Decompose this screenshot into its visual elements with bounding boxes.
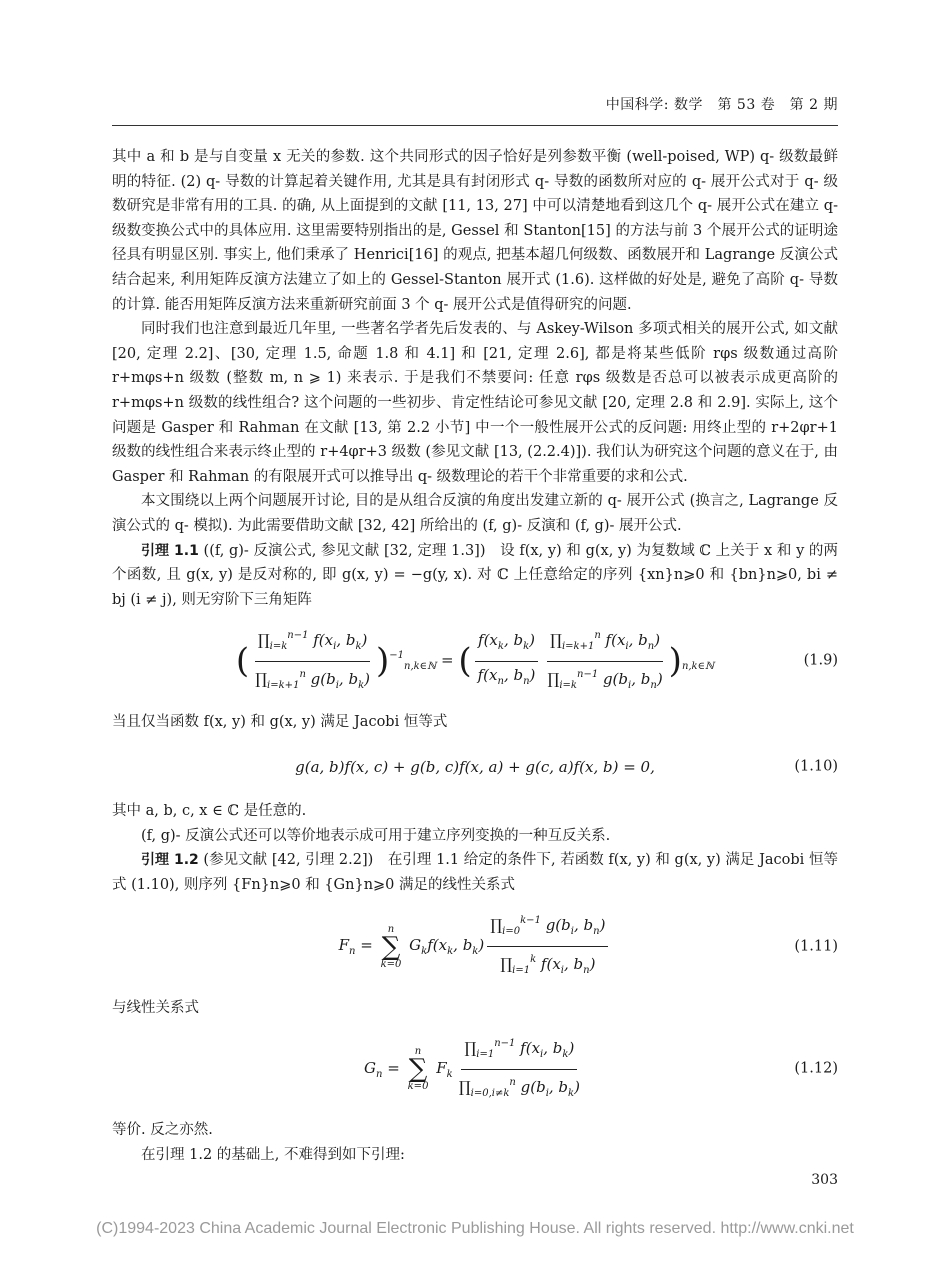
- equation-1-9-number: (1.9): [803, 653, 838, 670]
- equation-1-11-body: $F_n$ = n ∑ k=0 $G_kf(x_k$, $b_k$) $\frac{\prod_{i=0}^{k-1} g(b_i, b_n)}{\prod_{i=1}^k f(x_i, b_n)}$: [339, 909, 612, 983]
- equation-1-10-body: g(a, b)f(x, c) + g(b, c)f(x, a) + g(c, a)f(x, b) = 0,: [295, 757, 655, 776]
- lemma-1-2-text: (参见文献 [42, 引理 2.2]) 在引理 1.1 给定的条件下, 若函数 f(x, y) 和 g(x, y) 满足 Jacobi 恒等式 (1.10), 则序列 {Fn}n⩾0 和 {Gn}n⩾0 满足的线性关系式: [112, 852, 838, 893]
- paragraph-fg: (f, g)- 反演公式还可以等价地表示成可用于建立序列变换的一种互反关系.: [141, 827, 611, 844]
- running-header: 中国科学: 数学 第 53 卷 第 2 期: [605, 97, 838, 113]
- paragraph-after-1-10: 其中 a, b, c, x ∈ ℂ 是任意的.: [112, 803, 307, 820]
- paragraph-3: 本文围绕以上两个问题展开讨论, 目的是从组合反演的角度出发建立新的 q- 展开公式 (换言之, Lagrange 反演公式的 q- 模拟). 为此需要借助文献 [32, 42] 所给出的 (f, g)- 反演和 (f, g)- 展开公式.: [112, 493, 838, 534]
- equation-1-9: [112, 624, 838, 698]
- header-rule: [112, 125, 838, 126]
- equation-1-10: [112, 747, 838, 787]
- paragraph-after-1-11: 与线性关系式: [112, 999, 199, 1016]
- paragraph-last: 在引理 1.2 的基础上, 不难得到如下引理:: [141, 1147, 405, 1163]
- equation-1-11-number: (1.11): [794, 938, 838, 955]
- equation-1-12: [112, 1032, 838, 1106]
- article-body: [112, 145, 838, 1168]
- lemma-1-1-title: 引理 1.1: [141, 542, 199, 559]
- paragraph-after-1-9: 当且仅当函数 f(x, y) 和 g(x, y) 满足 Jacobi 恒等式: [112, 714, 448, 731]
- lemma-1-1-text: ((f, g)- 反演公式, 参见文献 [32, 定理 1.3]) 设 f(x, y) 和 g(x, y) 为复数域 ℂ 上关于 x 和 y 的两个函数, 且 g(x, y) 是反对称的, 即 g(x, y) = −g(y, x). 对 ℂ 上任意给定的序列 {xn}n⩾0 和 {bn}n⩾0, bi ≠ bj (i ≠ j), 则无穷阶下三角矩阵: [112, 542, 838, 608]
- lemma-1-2-title: 引理 1.2: [141, 852, 199, 869]
- lemma-1-2: [112, 848, 838, 897]
- equation-1-12-number: (1.12): [794, 1061, 838, 1078]
- paragraph-2: 同时我们也注意到最近几年里, 一些著名学者先后发表的、与 Askey-Wilson 多项式相关的展开公式, 如文献 [20, 定理 2.2]、[30, 定理 1.5, 命题 1.8 和 4.1] 和 [21, 定理 2.6], 都是将某些低阶 rφs 级数通过高阶 r+mφs+n 级数 (整数 m, n ⩾ 1) 来表示. 于是我们不禁要问: 任意 rφs 级数是否总可以被表示成更高阶的 r+mφs+n 级数的线性组合? 这个问题的一些初步、肯定性结论可参见文献 [20, 定理 2.8 和 2.9]. 实际上, 这个问题是 Gasper 和 Rahman 在文献 [13, 第 2.2 小节] 中一个一般性展开公式的反问题: 用终止型的 r+2φr+1 级数的线性组合来表示终止型的 r+4φr+3 级数 (参见文献 [13, (2.2.4)]). 我们认为研究这个问题的意义在于, 由 Gasper 和 Rahman 的有限展开式可以推导出 q- 级数理论的若干个非常重要的求和公式.: [112, 321, 838, 485]
- copyright-notice: (C)1994-2023 China Academic Journal Electronic Publishing House. All rights reserved. http://www.cnki.net: [96, 1220, 854, 1237]
- page-number: 303: [811, 1172, 838, 1188]
- equation-1-12-body: $G_n$ = n ∑ k=0 $F_k$ $\frac{\prod_{i=1}^{n-1} f(x_i, b_k)}{\prod_{i=0,i\ne k}^n g(b_i, b_k)}$: [364, 1032, 586, 1106]
- paragraph-equiv: 等价. 反之亦然.: [112, 1122, 213, 1139]
- equation-1-11: [112, 909, 838, 983]
- paragraph-1: 其中 a 和 b 是与自变量 x 无关的参数. 这个共同形式的因子恰好是列参数平衡 (well-poised, WP) q- 级数最鲜明的特征. (2) q- 导数的计算起着关键作用, 尤其是具有封闭形式 q- 导数的函数所对应的 q- 展开公式对于 q- 级数研究是非常有用的工具. 的确, 从上面提到的文献 [11, 13, 27] 中可以清楚地看到这几个 q- 展开公式在建立 q- 级数变换公式中的具体应用. 这里需要特别指出的是, Gessel 和 Stanton[15] 的方法与前 3 个展开公式的证明途径具有明显区别. 事实上, 他们秉承了 Henrici[16] 的观点, 把基本超几何级数、函数展开和 Lagrange 反演公式结合起来, 利用矩阵反演方法建立了如上的 Gessel-Stanton 展开式 (1.6). 这样做的好处是, 避免了高阶 q- 导数的计算. 能否用矩阵反演方法来重新研究前面 3 个 q- 展开公式是值得研究的问题.: [112, 149, 838, 313]
- equation-1-10-number: (1.10): [794, 758, 838, 775]
- equation-1-9-body: ( $\frac{\prod_{i=k}^{n-1} f(x_i, b_k)}{\prod_{i=k+1}^n g(b_i, b_k)}$ )$^{-1}_{n,k\in ℕ}$ = ( $\frac{f(x_k, b_k)}{f(x_n, b_n)}$ $\frac{\prod_{i=k+1}^n f(x_i, b_n)}{\prod_{i=k}^{n-1} g(b_i, b_n)}$ )$_{n,k\in ℕ}$: [236, 624, 714, 698]
- lemma-1-1: [112, 539, 838, 613]
